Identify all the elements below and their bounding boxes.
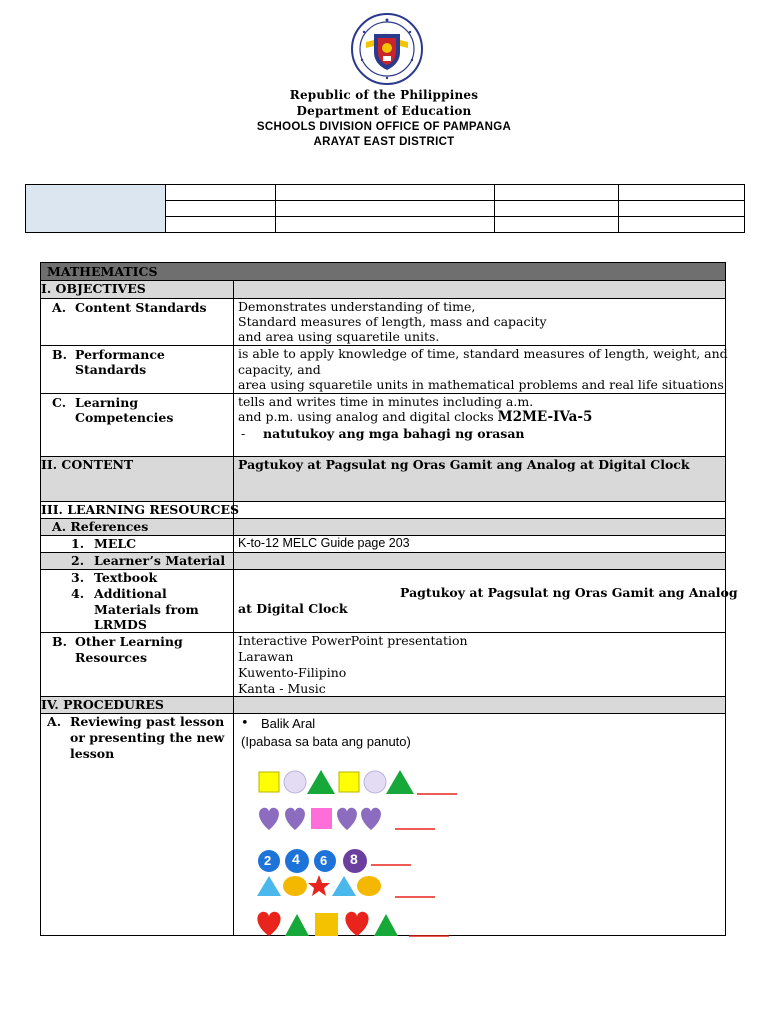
competency-text: tells and writes time in minutes including a.m. [238,394,534,409]
column-divider [233,280,234,935]
textbook-label: Textbook [94,570,158,585]
bullet-icon: • [241,716,249,731]
content-value: Pagtukoy at Pagsulat ng Oras Gamit ang Analog at Digital Clock [238,457,690,472]
label-letter: A. [47,714,62,729]
list-number: 3. [71,570,85,585]
references-label: A. References [52,519,149,534]
review-lesson-label: Reviewing past lesson [70,714,225,729]
additional-materials-label: LRMDS [94,617,147,632]
division-title: SCHOOLS DIVISION OFFICE OF PAMPANGA [256,121,512,133]
green-triangle-icon [386,770,414,794]
competency-subobjective: natutukoy ang mga bahagi ng orasan [263,426,525,441]
label-letter: B. [52,634,67,649]
other-resource-item: Kanta - Music [238,681,326,696]
pattern-row-4 [257,875,435,897]
number-label: 2 [264,853,272,868]
green-triangle-icon [374,914,398,936]
info-col-divider [275,185,276,232]
deped-seal-icon [350,12,424,86]
content-standards-text: Standard measures of length, mass and capacity [238,314,547,329]
additional-materials-label: Materials from [94,602,199,617]
competency-dash: - [241,426,246,441]
balik-aral-text: Balik Aral [261,716,316,731]
performance-standards-text: area using squaretile units in mathematical problems and real life situations [238,377,724,392]
objectives-heading: I. OBJECTIVES [41,281,146,296]
yellow-square-icon [315,913,338,936]
instruction-text: (Ipabasa sa bata ang panuto) [241,734,411,749]
label-letter: C. [52,395,67,410]
pattern-row-1 [259,770,457,794]
learners-material-label: Learner’s Material [94,553,226,568]
lesson-plan-table [40,262,738,936]
review-lesson-label: lesson [70,746,115,761]
performance-standards-text: is able to apply knowledge of time, standard measures of length, weight, and [238,346,728,361]
content-standards-text: Demonstrates understanding of time, [238,299,476,314]
additional-materials-value: at Digital Clock [238,601,348,616]
number-label: 6 [320,853,328,868]
info-label-cell [26,185,166,232]
green-triangle-icon [285,914,309,936]
competency-text [238,409,592,426]
other-resource-item: Kuwento-Filipino [238,665,347,680]
competency-code: M2ME-IVa-5 [497,409,593,425]
blue-triangle-icon [332,876,356,896]
info-row-divider [166,216,744,217]
purple-heart-icon [337,808,357,830]
resources-heading: III. LEARNING RESOURCES [41,502,239,517]
lavender-circle-icon [284,771,306,793]
pattern-row-3 [258,849,411,873]
competency-text-line: and p.m. using analog and digital clocks [238,409,494,424]
number-label: 8 [350,851,358,867]
label-letter: B. [52,347,67,362]
content-standards-text: and area using squaretile units. [238,329,440,344]
green-triangle-icon [307,770,335,794]
label-letter: A. [52,300,67,315]
additional-materials-label: Additional [94,586,167,601]
pink-square-icon [311,808,332,829]
other-resources-label: Other Learning [75,634,183,649]
other-resource-item: Larawan [238,649,294,664]
yellow-square-icon [259,772,279,792]
content-standards-label: Content Standards [75,300,207,315]
purple-heart-icon [361,808,381,830]
other-resources-label: Resources [75,650,147,665]
pattern-row-2 [259,808,435,830]
info-table [25,184,745,233]
performance-standards-label: Performance [75,347,165,362]
info-col-divider [494,185,495,232]
red-heart-icon [345,912,368,936]
purple-heart-icon [259,808,279,830]
number-label: 4 [292,851,300,867]
yellow-square-icon [339,772,359,792]
content-heading: II. CONTENT [41,457,134,472]
performance-standards-label: Standards [75,362,147,377]
learning-competencies-label: Competencies [75,410,174,425]
district-title: ARAYAT EAST DISTRICT [313,136,455,148]
info-row-divider [166,200,744,201]
info-col-divider [618,185,619,232]
melc-label: MELC [94,536,137,551]
subject-heading: MATHEMATICS [47,264,158,279]
orange-oval-icon [283,876,307,896]
pattern-row-5 [257,912,449,936]
department-title: Department of Education [296,104,472,118]
blue-triangle-icon [257,876,281,896]
list-number: 4. [71,586,85,601]
red-heart-icon [257,912,280,936]
red-star-icon [308,875,330,896]
review-lesson-label: or presenting the new [70,730,225,745]
list-number: 1. [71,536,85,551]
pattern-shapes [255,768,475,938]
lavender-circle-icon [364,771,386,793]
melc-value: K-to-12 MELC Guide page 203 [238,536,410,550]
other-resource-item: Interactive PowerPoint presentation [238,633,468,648]
purple-heart-icon [285,808,305,830]
additional-materials-value: Pagtukoy at Pagsulat ng Oras Gamit ang Analog [400,585,738,600]
procedures-heading: IV. PROCEDURES [41,697,164,712]
republic-title: Republic of the Philippines [289,88,479,102]
orange-oval-icon [357,876,381,896]
list-number: 2. [71,553,85,568]
learning-competencies-label: Learning [75,395,139,410]
performance-standards-text: capacity, and [238,362,321,377]
